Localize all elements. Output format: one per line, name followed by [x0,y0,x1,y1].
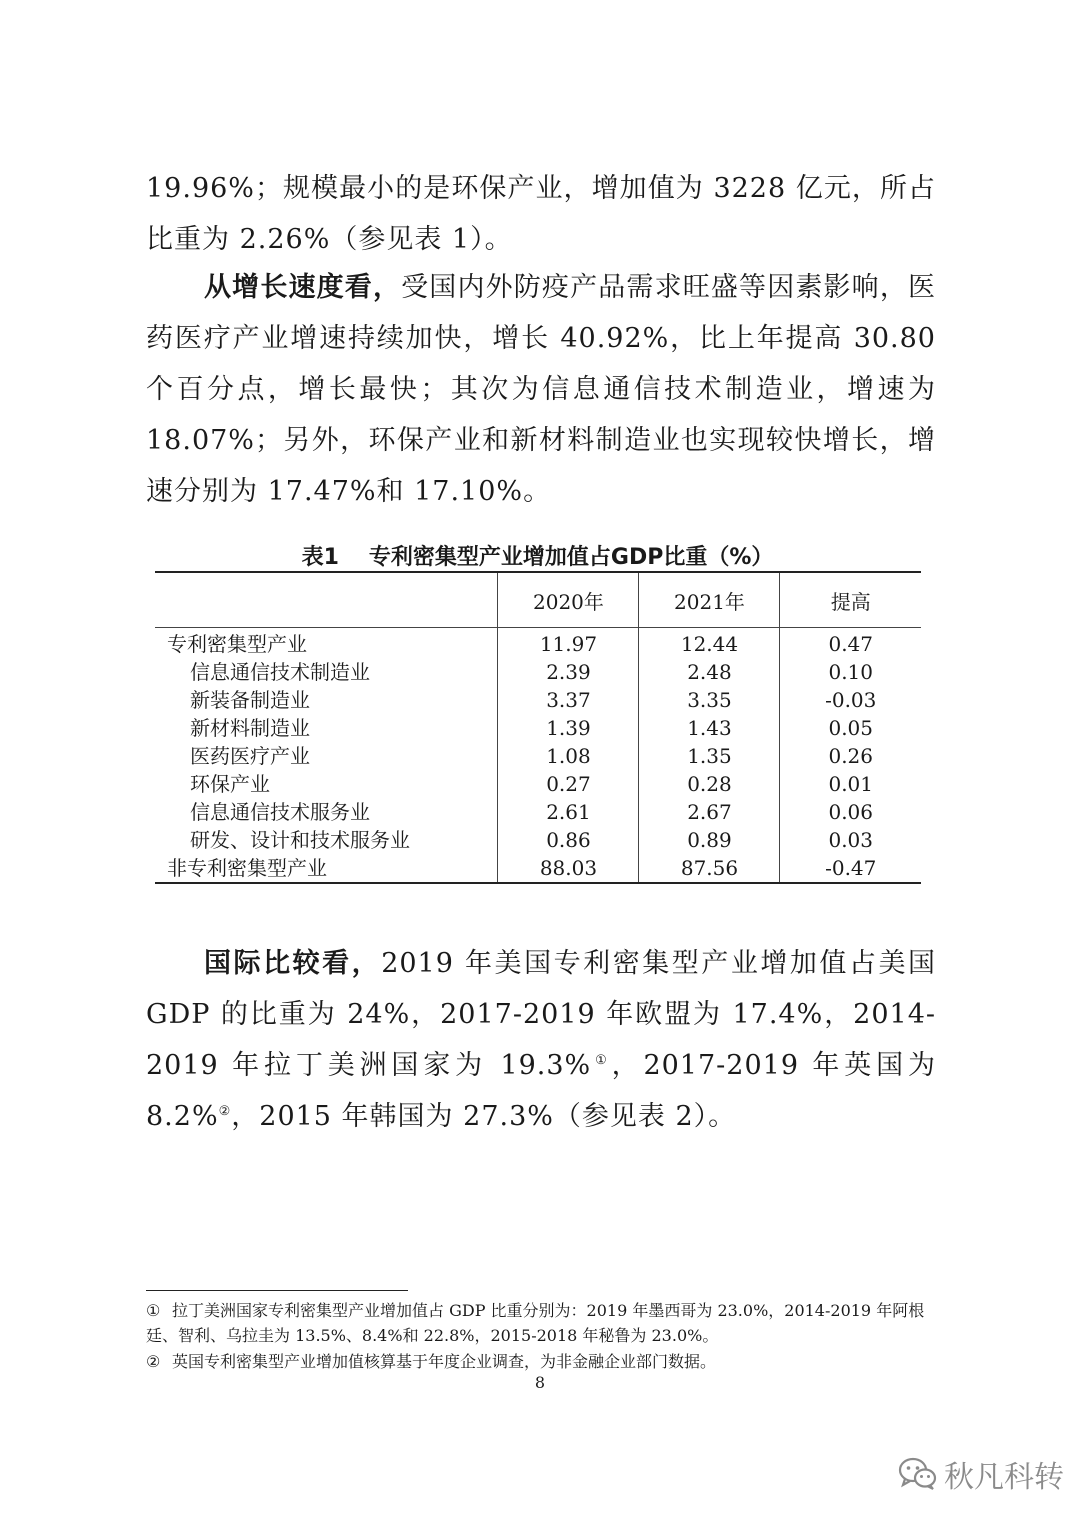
row-value-2020: 0.27 [498,770,639,798]
footnote-text: 拉丁美洲国家专利密集型产业增加值占 GDP 比重分别为：2019 年墨西哥为 23.0%，2014-2019 年阿根廷、智利、乌拉圭为 13.5%、8.4%和 22.8%，2015-2018 年秘鲁为 23.0%。 [146,1301,925,1345]
row-label: 新材料制造业 [190,716,310,740]
row-value-2020: 0.86 [498,826,639,854]
table-row [155,714,921,742]
row-change: -0.03 [780,686,921,714]
row-value-2021: 0.89 [639,826,780,854]
row-label: 研发、设计和技术服务业 [190,828,410,852]
row-change: 0.05 [780,714,921,742]
paragraph-international-comparison [146,938,936,1142]
table-row [155,628,921,659]
row-value-2020: 1.08 [498,742,639,770]
row-label: 医药医疗产业 [190,744,310,768]
header-2021: 2021年 [639,572,780,628]
row-label: 信息通信技术服务业 [190,800,370,824]
industry-gdp-share-table [155,571,921,884]
paragraph-intro: 19.96%；规模最小的是环保产业，增加值为 3228 亿元，所占比重为 2.26%（参见表 1）。 [146,173,936,255]
row-change: 0.03 [780,826,921,854]
row-label: 专利密集型产业 [167,632,307,656]
row-value-2021: 1.43 [639,714,780,742]
international-text-b: ，2017-2019 年英国为 8.2% [146,1050,937,1132]
row-value-2021: 87.56 [639,854,780,883]
table-row [155,742,921,770]
watermark [898,1452,1064,1496]
row-value-2021: 3.35 [639,686,780,714]
header-2020: 2020年 [498,572,639,628]
table-row [155,826,921,854]
row-value-2020: 3.37 [498,686,639,714]
table-row [155,854,921,883]
table-row [155,770,921,798]
table-number: 表1 [301,545,339,570]
table-row [155,658,921,686]
footnote-ref-1[interactable]: ① [591,1053,612,1068]
growth-rate-text: 受国内外防疫产品需求旺盛等因素影响，医药医疗产业增速持续加快，增长 40.92%，比上年提高 30.80 个百分点，增长最快；其次为信息通信技术制造业，增速为 18.07%；另外，环保产业和新材料制造业也实现较快增长，增速分别为 17.47%和 17.10%。 [146,272,937,507]
row-change: 0.01 [780,770,921,798]
growth-rate-heading: 从增长速度看， [204,272,402,303]
footnote-text: 英国专利密集型产业增加值核算基于年度企业调查，为非金融企业部门数据。 [172,1352,717,1371]
row-label: 非专利密集型产业 [167,856,327,880]
footnote-2 [146,1349,936,1374]
page-number: 8 [534,1373,546,1392]
footnote-divider [146,1290,408,1291]
row-value-2021: 12.44 [639,628,780,659]
row-change: -0.47 [780,854,921,883]
row-label: 环保产业 [190,772,270,796]
wechat-icon [898,1457,938,1491]
row-value-2021: 0.28 [639,770,780,798]
footnote-marker: ① [146,1301,161,1320]
row-value-2020: 2.61 [498,798,639,826]
row-value-2021: 2.48 [639,658,780,686]
watermark-text: 秋凡科转 [944,1460,1064,1495]
international-text-a: 2019 年美国专利密集型产业增加值占美国 GDP 的比重为 24%，2017-2019 年欧盟为 17.4%，2014-2019 年拉丁美洲国家为 19.3% [146,948,937,1081]
row-change: 0.26 [780,742,921,770]
row-value-2021: 1.35 [639,742,780,770]
row-value-2020: 11.97 [498,628,639,659]
table-header-row [155,572,921,628]
header-change: 提高 [780,572,921,628]
paragraph-growth-rate [146,262,936,517]
row-value-2021: 2.67 [639,798,780,826]
table-row [155,798,921,826]
international-text-c: ，2015 年韩国为 27.3%（参见表 2）。 [231,1101,737,1132]
row-value-2020: 2.39 [498,658,639,686]
footnote-ref-2[interactable]: ② [218,1104,232,1119]
row-change: 0.06 [780,798,921,826]
row-value-2020: 1.39 [498,714,639,742]
row-label: 信息通信技术制造业 [190,660,370,684]
table-title: 专利密集型产业增加值占GDP比重（%） [368,545,774,570]
row-label: 新装备制造业 [190,688,310,712]
table-caption [155,540,920,571]
row-change: 0.47 [780,628,921,659]
row-change: 0.10 [780,658,921,686]
international-comparison-heading: 国际比较看， [204,948,382,979]
footnote-1 [146,1298,936,1348]
row-value-2020: 88.03 [498,854,639,883]
footnote-marker: ② [146,1352,161,1371]
header-industry [155,572,498,628]
table-row [155,686,921,714]
